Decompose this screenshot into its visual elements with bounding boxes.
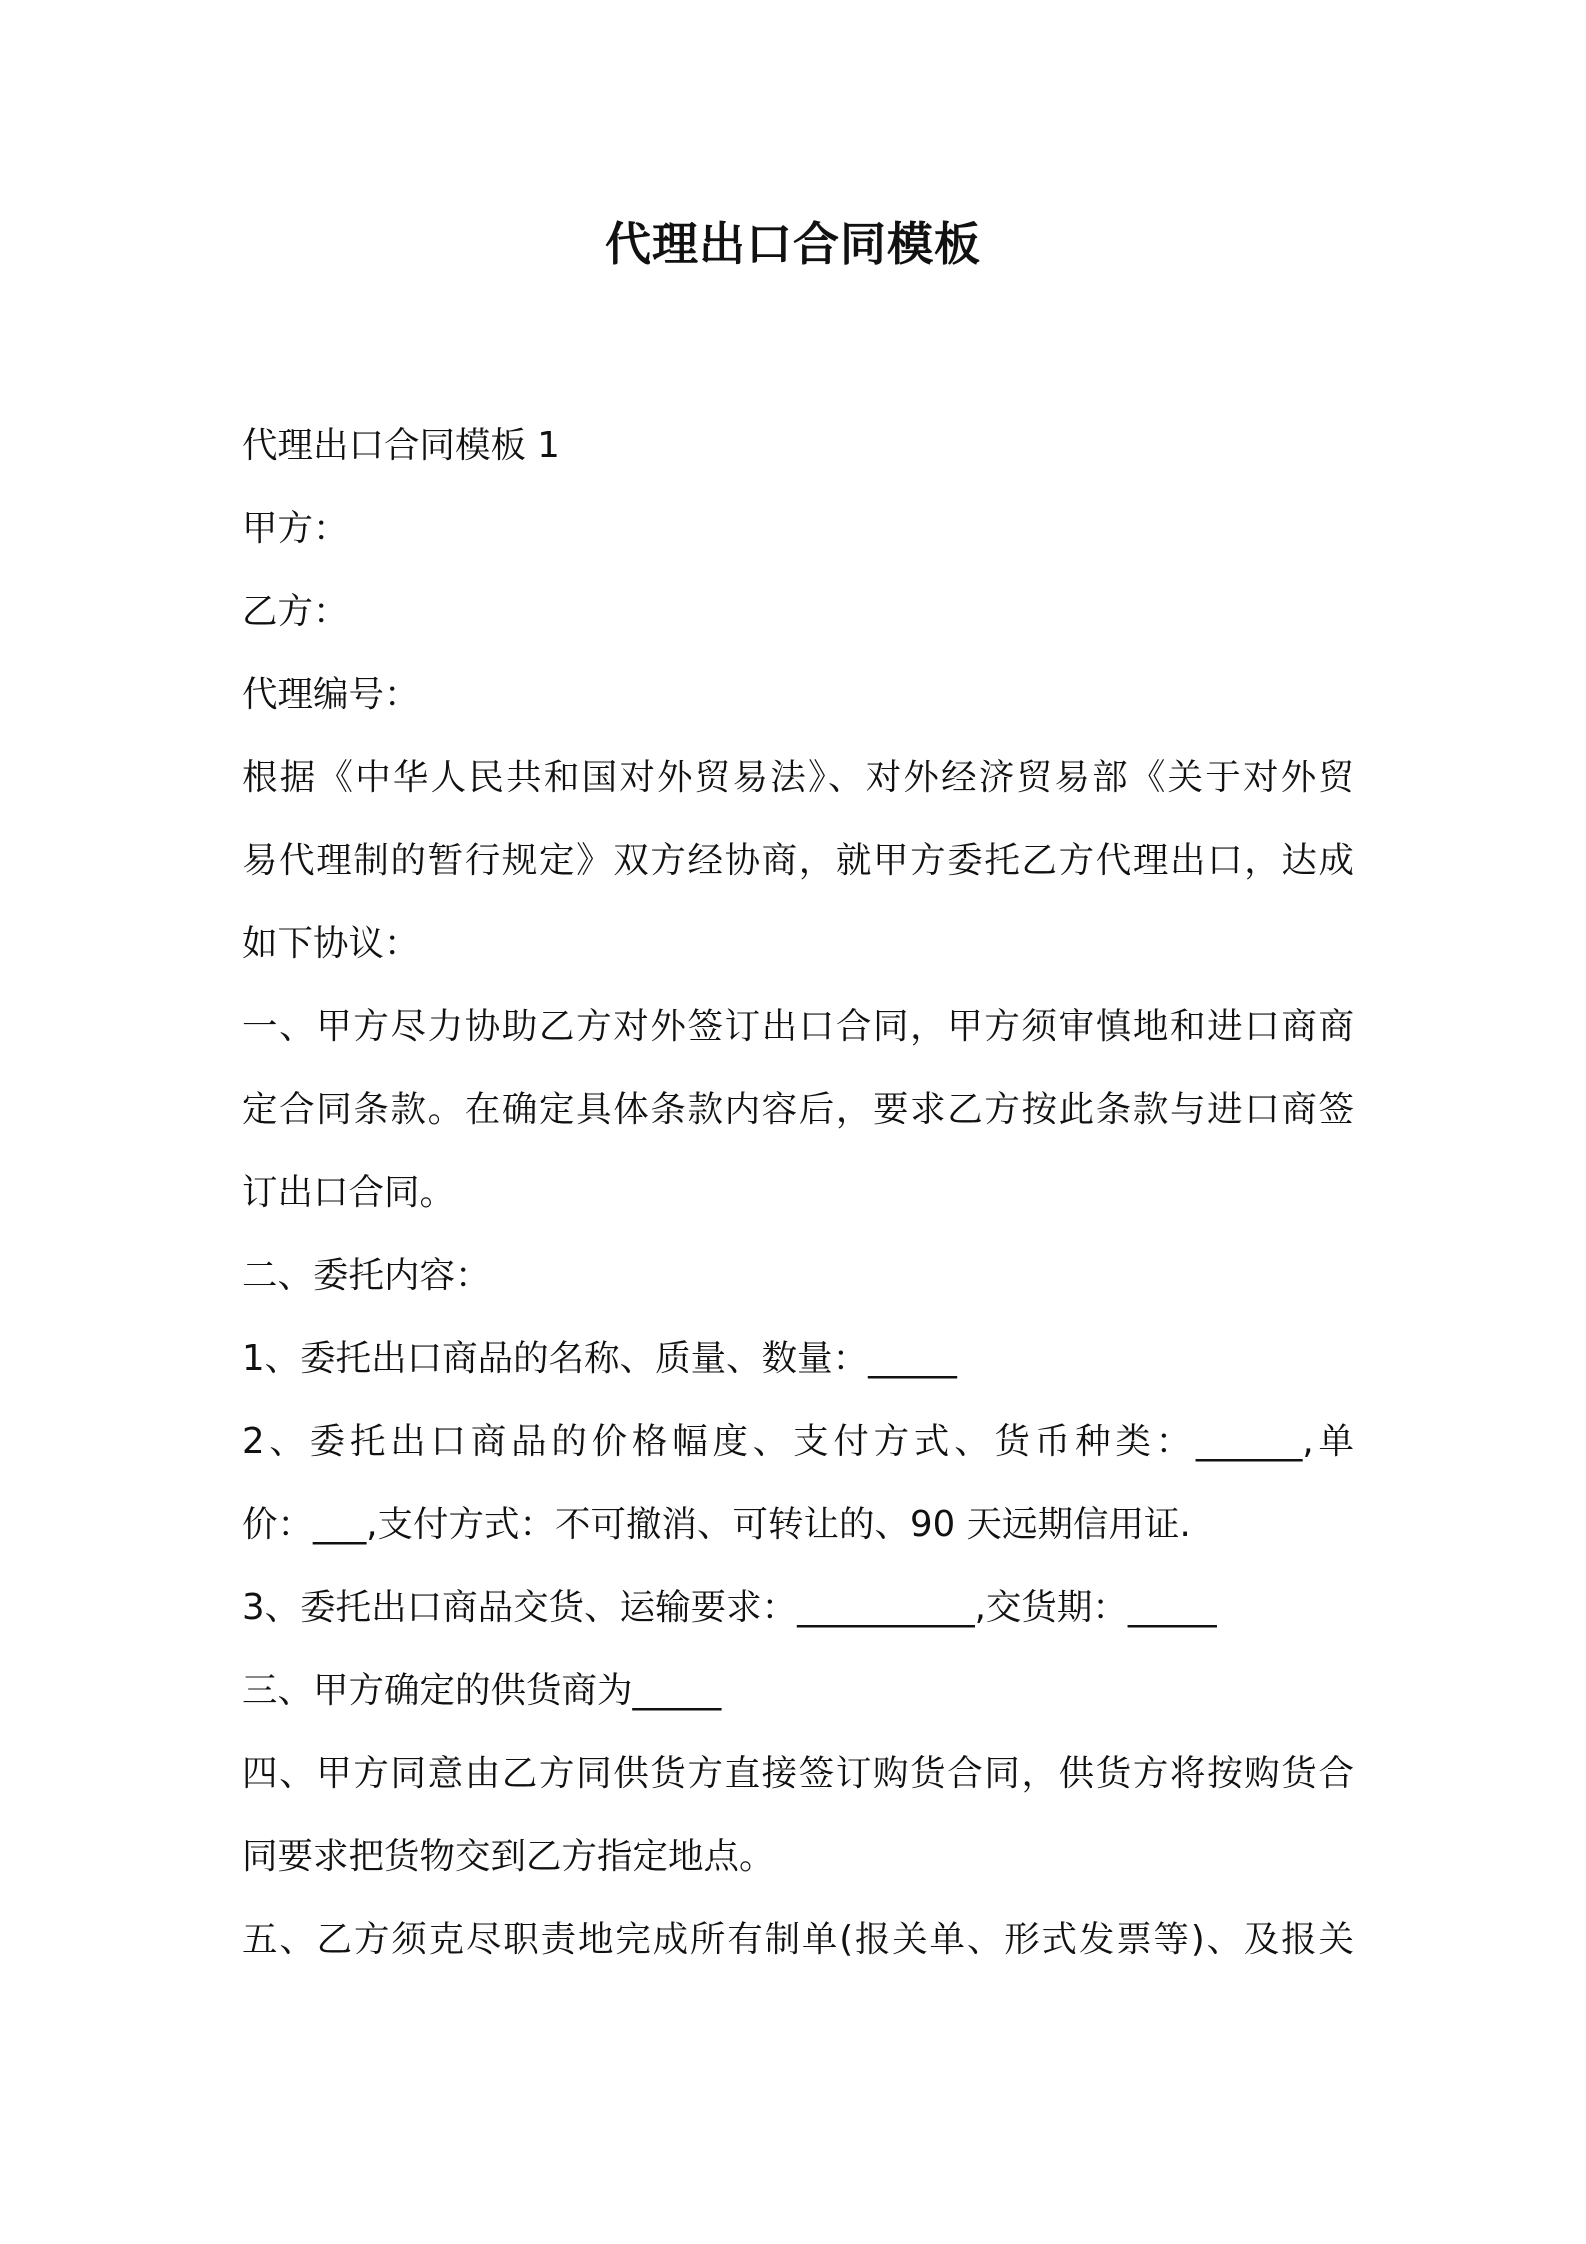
paragraph-line: 根据《中华人民共和国对外贸易法》、对外经济贸易部《关于对外贸 — [242, 757, 1354, 798]
paragraph-line: 一、甲方尽力协助乙方对外签订出口合同，甲方须审慎地和进口商商 — [242, 1006, 1354, 1047]
subtitle-line: 代理出口合同模板 1 — [242, 425, 560, 466]
document-body — [242, 404, 1354, 1981]
paragraph-line: 定合同条款。在确定具体条款内容后，要求乙方按此条款与进口商签 — [242, 1089, 1354, 1130]
paragraph-line: 价：___,支付方式：不可撤消、可转让的、90 天远期信用证. — [242, 1504, 1191, 1545]
paragraph-line: 1、委托出口商品的名称、质量、数量：_____ — [242, 1338, 957, 1379]
paragraph-line: 同要求把货物交到乙方指定地点。 — [242, 1836, 775, 1877]
paragraph-line: 如下协议： — [242, 923, 420, 964]
party-b-line: 乙方： — [242, 591, 349, 632]
paragraph-line: 2、委托出口商品的价格幅度、支付方式、货币种类：______,单 — [242, 1421, 1354, 1462]
paragraph-line: 易代理制的暂行规定》双方经协商，就甲方委托乙方代理出口，达成 — [242, 840, 1354, 881]
document-title: 代理出口合同模板 — [605, 217, 981, 271]
agency-number-line: 代理编号： — [242, 674, 420, 715]
paragraph-line: 三、甲方确定的供货商为_____ — [242, 1670, 722, 1711]
party-a-line: 甲方： — [242, 508, 349, 549]
paragraph-line: 四、甲方同意由乙方同供货方直接签订购货合同，供货方将按购货合 — [242, 1753, 1354, 1794]
paragraph-line: 3、委托出口商品交货、运输要求：__________,交货期：_____ — [242, 1587, 1217, 1628]
section-heading: 二、委托内容： — [242, 1255, 491, 1296]
paragraph-line: 五、乙方须克尽职责地完成所有制单(报关单、形式发票等)、及报关 — [242, 1919, 1354, 1960]
paragraph-line: 订出口合同。 — [242, 1172, 456, 1213]
